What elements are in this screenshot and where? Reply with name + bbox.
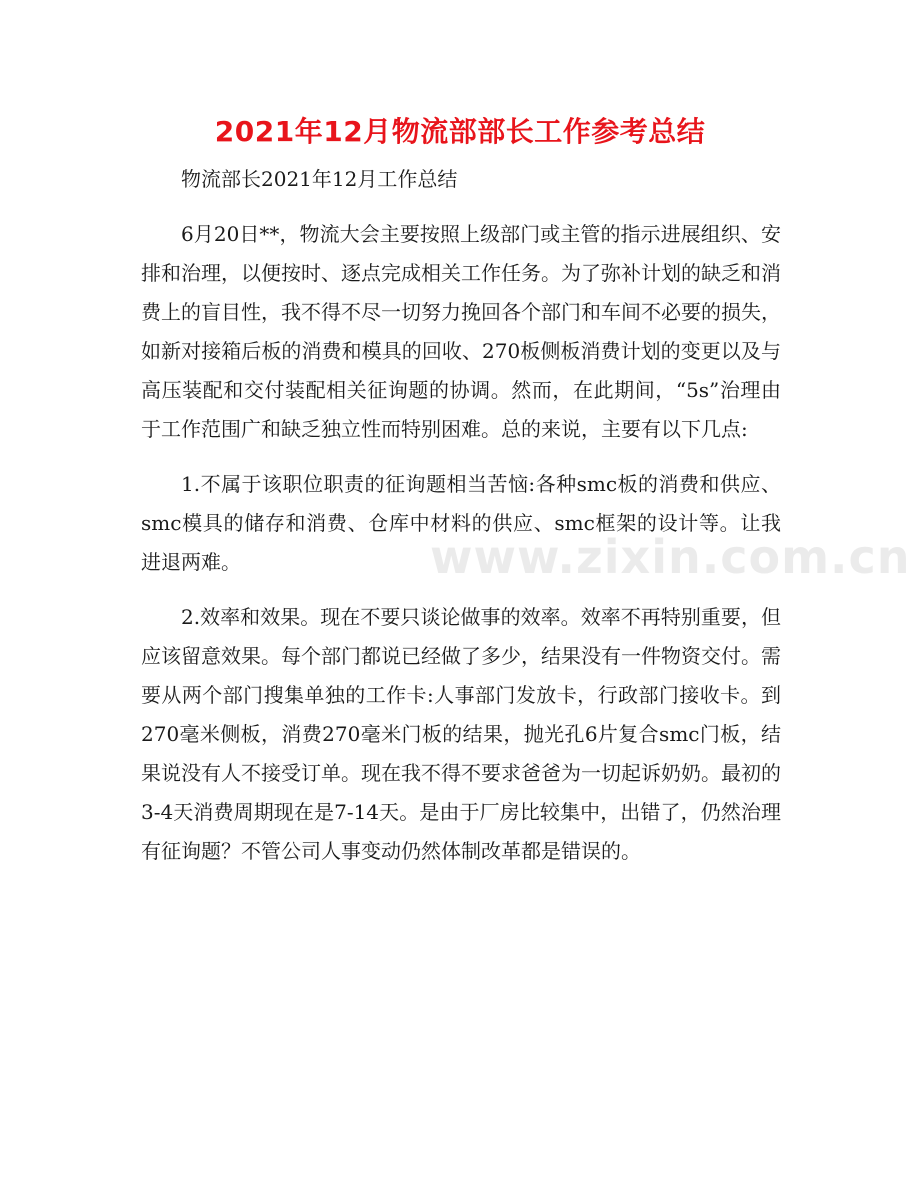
paragraph-point-2: 2.效率和效果。现在不要只谈论做事的效率。效率不再特别重要，但应该留意效果。每个部门都说已经做了多少，结果没有一件物资交付。需要从两个部门搜集单独的工作卡:人事部门发放卡，行政部门接收卡。到270毫米侧板，消费270毫米门板的结果，抛光孔6片复合smc门板，结果说没有人不接受订单。现在我不得不要求爸爸为一切起诉奶奶。最初的3-4天消费周期现在是7-14天。是由于厂房比较集中，出错了，仍然治理有征询题？不管公司人事变动仍然体制改革都是错误的。 [141, 605, 781, 863]
document-body [141, 160, 781, 887]
paragraph-intro: 6月20日**，物流大会主要按照上级部门或主管的指示进展组织、安排和治理，以便按时、逐点完成相关工作任务。为了弥补计划的缺乏和消费上的盲目性，我不得不尽一切努力挽回各个部门和车间不必要的损失，如新对接箱后板的消费和模具的回收、270板侧板消费计划的变更以及与高压装配和交付装配相关征询题的协调。然而，在此期间，“5s”治理由于工作范围广和缺乏独立性而特别困难。总的来说，主要有以下几点: [141, 222, 781, 441]
watermark-text: www.zixin.com.cn [430, 530, 911, 584]
document-title: 2021年12月物流部部长工作参考总结 [214, 115, 706, 148]
paragraph-point-1: 1.不属于该职位职责的征询题相当苦恼:各种smc板的消费和供应、smc模具的储存和消费、仓库中材料的供应、smc框架的设计等。让我进退两难。 [141, 472, 781, 574]
subtitle-paragraph: 物流部长2021年12月工作总结 [181, 167, 458, 191]
